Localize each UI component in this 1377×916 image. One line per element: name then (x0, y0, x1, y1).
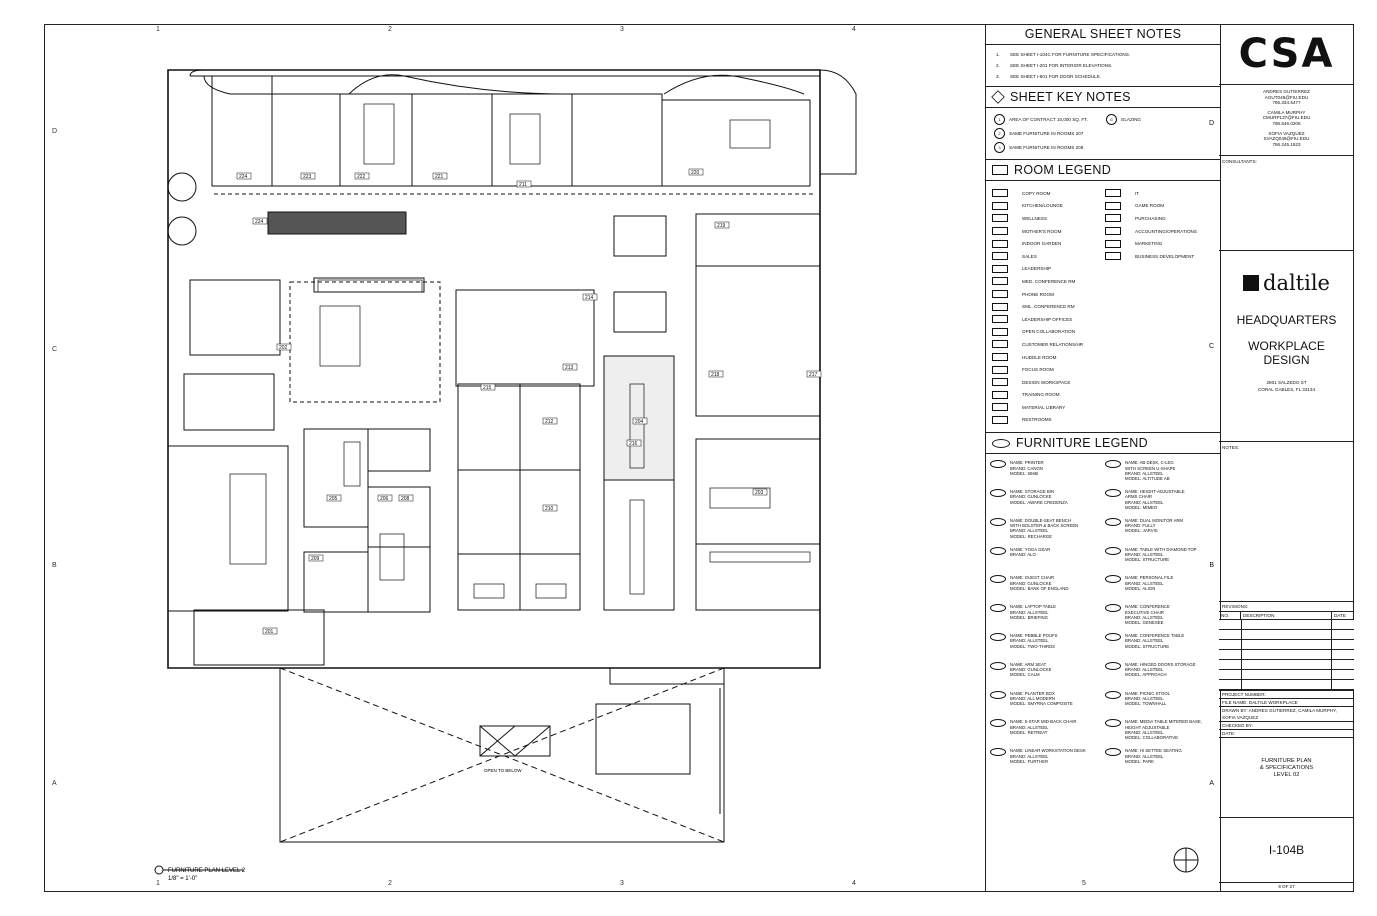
room-legend-item: SML. CONFERENCE RM (992, 300, 1101, 313)
room-tag-swatch (992, 202, 1008, 210)
room-tag: 204 (635, 419, 644, 425)
room-tag-swatch (1105, 240, 1121, 248)
room-tag: 221 (435, 174, 444, 180)
furniture-legend-col-right (1105, 460, 1216, 777)
room-tag: 202 (279, 345, 288, 351)
svg-text:1/8" = 1'-0": 1/8" = 1'-0" (168, 876, 198, 882)
room-legend-item: LEADERSHIP OFFICES (992, 313, 1101, 326)
furniture-legend-item: NAME: PEBBLE POUFS BRAND: ALLSTEEL MODEL: TWO-THIRDS (990, 633, 1101, 662)
hexagon-icon (991, 90, 1005, 104)
room-tag-swatch (992, 240, 1008, 248)
room-tag-swatch (992, 366, 1008, 374)
room-tag: 213 (565, 365, 574, 371)
grid-row-b: B (52, 562, 57, 569)
room-tag: 217 (809, 372, 818, 378)
room-legend-col-left (992, 187, 1101, 426)
furniture-tag-swatch (1105, 691, 1121, 699)
key-note: 1 AREA OF CONTRACT 10,000 SQ. FT. G GLAZING (994, 114, 1220, 125)
furniture-legend-heading (986, 432, 1220, 454)
room-legend-item: PHONE ROOM (992, 288, 1101, 301)
notes-column (985, 24, 1221, 892)
room-tag: 223 (303, 174, 312, 180)
furniture-tag-swatch (990, 691, 1006, 699)
room-tag-swatch (992, 214, 1008, 222)
room-tag-swatch (1105, 189, 1121, 197)
furniture-legend-item: NAME: PRINTER BRAND: CANON MODEL: 6565I (990, 460, 1101, 489)
room-legend-item: CUSTOMER RELATIONS/HR (992, 338, 1101, 351)
room-tag: 205 (329, 496, 338, 502)
room-tag: 219 (717, 223, 726, 229)
room-legend-item: FOCUS ROOM (992, 363, 1101, 376)
furniture-tag-swatch (990, 633, 1006, 641)
room-legend-item: MOTHER'S ROOM (992, 225, 1101, 238)
room-tag: 224 (255, 219, 264, 225)
rev-col-description: DESCRIPTION (1241, 612, 1332, 619)
furniture-tag-swatch (1105, 662, 1121, 670)
furniture-tag-swatch (1105, 547, 1121, 555)
grid-row-c-right: C (1208, 343, 1214, 350)
room-legend-title: ROOM LEGEND (1014, 163, 1112, 177)
room-legend-item: IT (1105, 187, 1214, 200)
room-tag: 214 (585, 295, 594, 301)
client-logo-text: daltile (1263, 271, 1330, 296)
address-line-1: 2801 SALZEDO ST (1266, 380, 1307, 386)
room-tag-swatch (1105, 202, 1121, 210)
furniture-tag-swatch (990, 604, 1006, 612)
furniture-legend-item: NAME: YOGA GEAR BRAND: ALO (990, 547, 1101, 576)
room-legend-item: HUDDLE ROOM (992, 351, 1101, 364)
grid-col-2-bottom: 2 (388, 880, 392, 887)
room-tag: 224 (239, 174, 248, 180)
grid-col-2-top: 2 (388, 26, 392, 33)
furniture-legend-item: NAME: LINEAR WORKSTATION DESK BRAND: ALLSTEEL MODEL: FURTHER (990, 748, 1101, 777)
room-tag-swatch (992, 391, 1008, 399)
room-tag-swatch (992, 227, 1008, 235)
room-legend-item: MATERIAL LIBRARY (992, 401, 1101, 414)
grid-col-3-top: 3 (620, 26, 624, 33)
furniture-legend-item: NAME: HI SETTEE SEATING BRAND: ALLSTEEL MODEL: PARK (1105, 748, 1216, 777)
furniture-tag-swatch (1105, 460, 1121, 468)
room-tag: 208 (401, 496, 410, 502)
daltile-mark-icon (1243, 275, 1259, 291)
furniture-tag-swatch (990, 547, 1006, 555)
revisions-table (1219, 612, 1354, 620)
key-note: 2 SAME FURNITURE IN ROOMS 207 (994, 128, 1220, 139)
room-tag: 209 (311, 556, 320, 562)
furniture-legend-item: NAME: 5-STAR MID-BACK CHAIR BRAND: ALLSTEEL MODEL: RETREAT (990, 719, 1101, 748)
room-tag-swatch (992, 328, 1008, 336)
room-tag-swatch (992, 403, 1008, 411)
room-tag-swatch (992, 315, 1008, 323)
furniture-legend-item: NAME: DOUBLE-SEAT BENCH WITH BOLSTER & BACK SCREEN BRAND: ALLSTEEL MODEL: RECHARGE (990, 518, 1101, 547)
room-legend-item: SALES (992, 250, 1101, 263)
general-notes-title: GENERAL SHEET NOTES (1024, 27, 1182, 41)
grid-col-5-bottom: 5 (1082, 880, 1086, 887)
key-notes-title: SHEET KEY NOTES (1010, 90, 1131, 104)
general-notes-heading (986, 24, 1220, 45)
key-note: 3 SAME FURNITURE IN ROOMS 209 (994, 142, 1220, 153)
grid-col-1-top: 1 (156, 26, 160, 33)
room-legend-item: INDOOR GARDEN (992, 237, 1101, 250)
grid-col-3-bottom: 3 (620, 880, 624, 887)
furniture-tag-swatch (990, 662, 1006, 670)
room-tag: 220 (691, 170, 700, 176)
furniture-tag-swatch (990, 748, 1006, 756)
furniture-legend-list (986, 454, 1220, 788)
room-legend-item: RESTROOMS (992, 414, 1101, 427)
client-logo (1219, 271, 1354, 295)
project-number: PROJECT NUMBER: (1219, 691, 1354, 699)
project-title-2: WORKPLACE (1248, 339, 1325, 354)
key-notes-list (986, 108, 1220, 159)
furniture-legend-item: NAME: LAPTOP TABLE BRAND: ALLSTEEL MODEL: BRIEFING (990, 604, 1101, 633)
room-legend-item: PURCHASING (1105, 212, 1214, 225)
furniture-legend-item: NAME: CONFERENCE TABLE BRAND: ALLSTEEL MODEL: STRUCTURE (1105, 633, 1216, 662)
general-notes-list (996, 51, 1220, 80)
room-tag: 215 (483, 385, 492, 391)
furniture-legend-item: NAME: PERSONAL FILE BRAND: ALLSTEEL MODEL: ALIGN (1105, 575, 1216, 604)
furniture-legend-item: NAME: HEIGHT-ADJUSTABLE ARMS CHAIR BRAND: ALLSTEEL MODEL: MIMEO (1105, 489, 1216, 518)
room-tag-swatch (992, 252, 1008, 260)
room-legend-list (986, 181, 1220, 432)
page-count: 9 OF 27 (1278, 884, 1295, 890)
furniture-tag-swatch (1105, 748, 1121, 756)
checked-by: CHECKED BY: (1219, 722, 1354, 730)
room-tag-swatch (992, 353, 1008, 361)
revisions-rows (1219, 620, 1354, 691)
team-contacts (1219, 85, 1354, 156)
room-tag: 201 (265, 629, 274, 635)
room-tag-swatch (992, 189, 1008, 197)
svg-text:FURNITURE PLAN LEVEL 2: FURNITURE PLAN LEVEL 2 (168, 868, 246, 874)
room-tag-swatch (992, 303, 1008, 311)
room-tag: 203 (755, 490, 764, 496)
room-legend-item: ACCOUNTING/OPERATIONS (1105, 225, 1214, 238)
furniture-tag-swatch (990, 489, 1006, 497)
furniture-legend-item: NAME: MEDIA TABLE MITERED BASE, HEIGHT ADJUSTABLE BRAND: ALLSTEEL MODEL: COLLABORATIVE (1105, 719, 1216, 748)
room-legend-item: TRAINING ROOM (992, 389, 1101, 402)
room-tag: 211 (519, 182, 527, 188)
address-line-2: CORAL GABLES, FL 33134 (1257, 387, 1316, 393)
sheet-title: FURNITURE PLAN & SPECIFICATIONS LEVEL 02 (1219, 738, 1354, 818)
furniture-tag-swatch (1105, 518, 1121, 526)
furniture-legend-item: NAME: PICNIC STOOL BRAND: ALLSTEEL MODEL: TOWNHALL (1105, 691, 1216, 720)
general-note: 2. SEE SHEET I-201 FOR INTERIOR ELEVATIONS. (996, 63, 1113, 68)
furniture-tag-swatch (990, 460, 1006, 468)
title-block (1219, 24, 1354, 892)
furniture-legend-col-left (990, 460, 1101, 777)
room-legend-item: MARKETING (1105, 237, 1214, 250)
room-legend-item: MED. CONFERENCE RM (992, 275, 1101, 288)
room-legend-item: KITCHEN/LOUNGE (992, 200, 1101, 213)
revisions-label: REVISIONS: (1219, 602, 1354, 612)
room-legend-item: DESIGN WORKSPACE (992, 376, 1101, 389)
grid-row-right: B (1209, 562, 1214, 570)
room-tag-swatch (992, 416, 1008, 424)
furniture-legend-item: NAME: STORAGE BIN BRAND: GUNLOCKE MODEL: AWARE CREDENZA (990, 489, 1101, 518)
sheet-number: I-104B (1219, 818, 1354, 883)
project-title-3: DESIGN (1263, 353, 1310, 368)
room-tag: 212 (545, 419, 554, 425)
furniture-legend-item: NAME: CONFERENCE EXECUTIVE CHAIR BRAND: ALLSTEEL MODEL: GENESEE (1105, 604, 1216, 633)
grid-col-4-top: 4 (852, 26, 856, 33)
room-legend-item: LEADERSHIP (992, 263, 1101, 276)
furniture-tag-swatch (990, 719, 1006, 727)
furniture-legend-item: NAME: ARM SEAT BRAND: GUNLOCKE MODEL: CALM (990, 662, 1101, 691)
general-note: 3. SEE SHEET I-601 FOR DOOR SCHEDULE. (996, 74, 1102, 79)
room-tag-swatch (992, 290, 1008, 298)
room-tag: 206 (380, 496, 389, 502)
file-name: FILE NAME: DALTILE WORKPLACE (1219, 699, 1354, 707)
grid-row-d: D (52, 128, 58, 135)
furniture-tag-swatch (990, 575, 1006, 583)
furniture-tag-swatch (1105, 604, 1121, 612)
furniture-legend-item: NAME: TABLE WITH DIAMOND TOP BRAND: ALLSTEEL MODEL: STRUCTURE (1105, 547, 1216, 576)
notes-box: NOTES: (1219, 442, 1354, 602)
grid-col-1-bottom: 1 (156, 880, 160, 887)
oval-icon (992, 439, 1010, 448)
drawn-by: DRAWN BY: ANDRES GUTIERREZ, CAMILA MURPHY, SOFIA VAZQUEZ (1219, 707, 1354, 722)
contact-entry: CAMILA MURPHY CMURP137@FIU.EDU 786.546.0206 (1262, 109, 1311, 126)
room-tag-swatch (992, 378, 1008, 386)
furniture-tag-swatch (1105, 575, 1121, 583)
room-tag-swatch (992, 340, 1008, 348)
furniture-tag-swatch (1105, 719, 1121, 727)
room-tag: 210 (545, 506, 554, 512)
furniture-tag-swatch (1105, 633, 1121, 641)
room-legend-heading (986, 159, 1220, 181)
room-tag-swatch (1105, 252, 1121, 260)
date-field: DATE: (1219, 730, 1354, 738)
room-tag: 218 (711, 372, 720, 378)
project-box (1219, 271, 1354, 442)
rev-col-date: DATE (1334, 613, 1346, 619)
north-arrow-icon (1172, 846, 1200, 874)
furniture-legend-title: FURNITURE LEGEND (1016, 436, 1148, 451)
room-legend-item: BUSINESS DEVELOPMENT (1105, 250, 1214, 263)
room-legend-item: OPEN COLLABORATION (992, 326, 1101, 339)
key-notes-heading (986, 86, 1220, 108)
room-legend-item: GAME ROOM (1105, 200, 1214, 213)
room-tag-swatch (992, 277, 1008, 285)
furniture-legend-item: NAME: DUAL MONITOR ARM BRAND: FULLY MODEL: JARVIS (1105, 518, 1216, 547)
open-to-below-label: OPEN TO BELOW (484, 768, 522, 773)
furniture-tag-swatch (990, 518, 1006, 526)
room-tag: 222 (357, 174, 366, 180)
room-legend-item: WELLNESS (992, 212, 1101, 225)
general-note: 1. SEE SHEET I-104C FOR FURNITURE SPECIFICATIONS. (996, 52, 1131, 57)
grid-row-a: A (52, 780, 57, 787)
room-legend-item: COPY ROOM (992, 187, 1101, 200)
project-title-1: HEADQUARTERS (1236, 313, 1337, 328)
grid-row-d-right: D (1208, 120, 1214, 127)
consultants-box: CONSULTANTS: (1219, 156, 1354, 251)
grid-row-c: C (52, 346, 58, 353)
furniture-legend-item: NAME: AB DESK, C-LEG WITH SCREEN U-SHAPE BRAND: ALLSTEEL MODEL: ALTITUDE AB (1105, 460, 1216, 489)
room-tag: 216 (629, 441, 638, 447)
furniture-tag-swatch (1105, 489, 1121, 497)
firm-logo: CSA (1219, 24, 1354, 85)
room-legend-col-right (1105, 187, 1214, 426)
furniture-legend-item: NAME: PLANTER BOX BRAND: ALL MODERN MODEL: SMYRNA COMPOSITE (990, 691, 1101, 720)
rectangle-icon (992, 165, 1008, 175)
furniture-legend-item: NAME: HINGED DOORS STORAGE BRAND: ALLSTEEL MODEL: APPROACH (1105, 662, 1216, 691)
floor-plan-drawing (44, 24, 970, 892)
room-tag-swatch (992, 265, 1008, 273)
room-tag-swatch (1105, 227, 1121, 235)
room-tag-swatch (1105, 214, 1121, 222)
contact-entry: SOFIA VAZQUEZ SVAZQ049@FIU.EDU 786.245.1623 (1263, 130, 1310, 147)
furniture-legend-item: NAME: GUEST CHAIR BRAND: GUNLOCKE MODEL: BANK OF ENGLAND (990, 575, 1101, 604)
grid-col-4-bottom: 4 (852, 880, 856, 887)
grid-row-right: A (1209, 780, 1214, 788)
contact-entry: ANDRES GUTIERREZ AGUT049@FIU.EDU 786.334.5477 (1263, 89, 1310, 106)
rev-col-no: NO. (1219, 612, 1241, 619)
